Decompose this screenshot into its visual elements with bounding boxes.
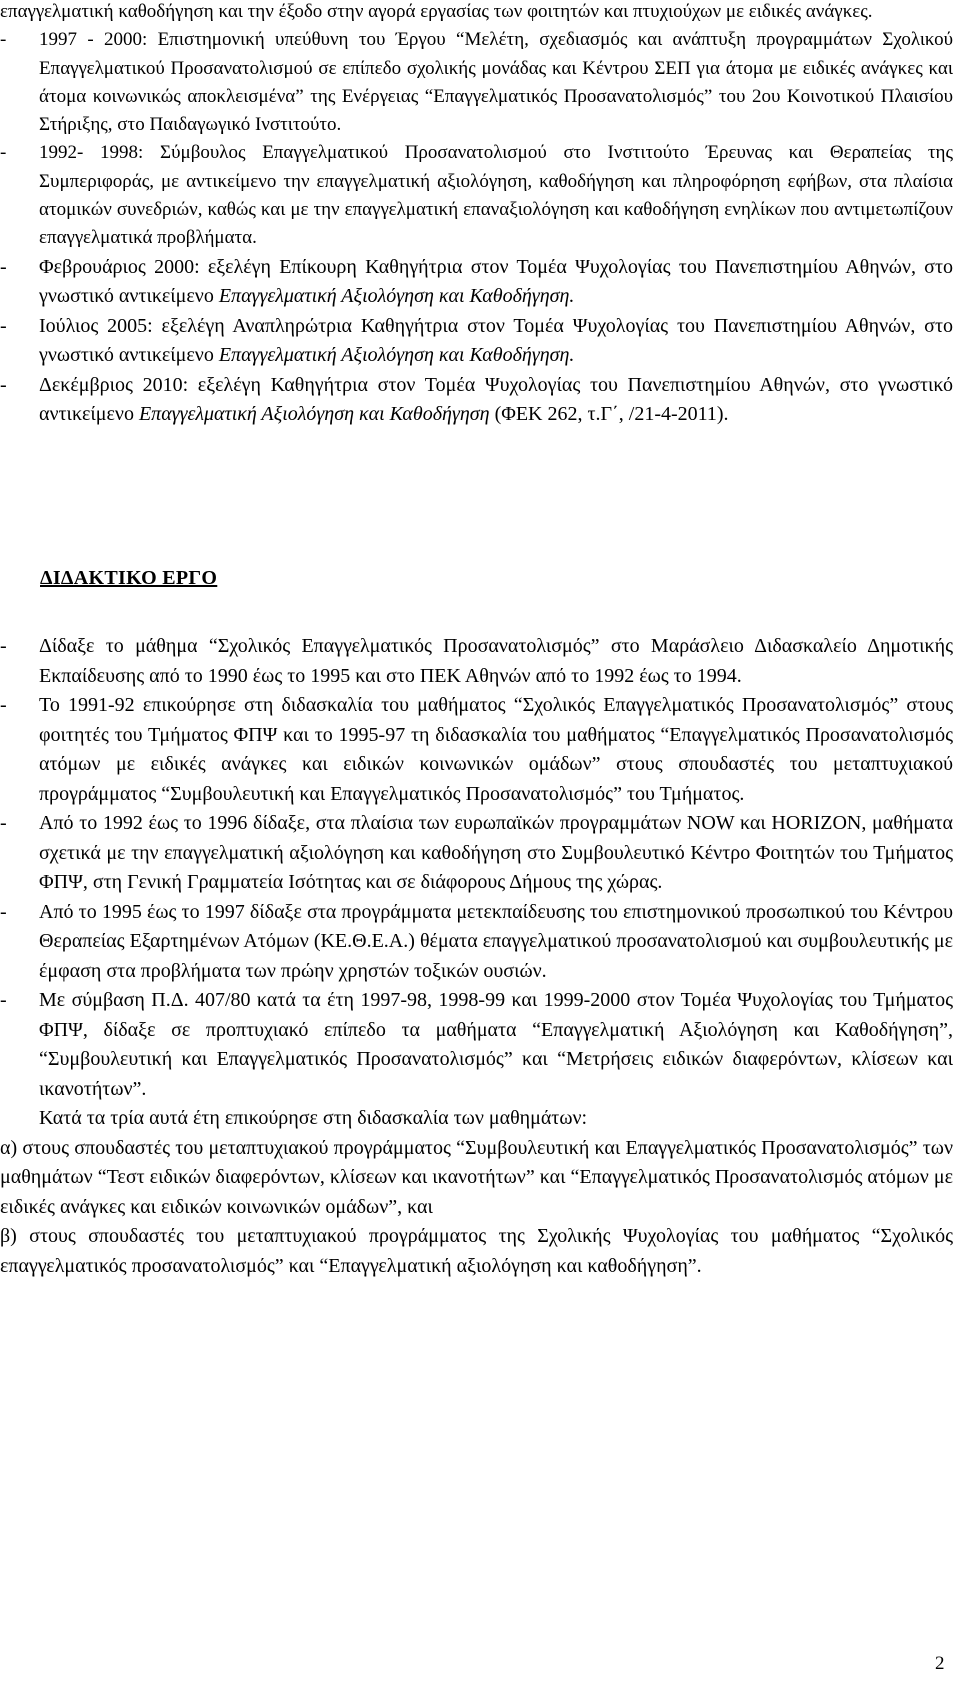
intro-paragraph: Κατά τα τρία αυτά έτη επικούρησε στη διδασκαλία των μαθημάτων:	[39, 1107, 588, 1129]
list-item-text: Με σύμβαση Π.Δ. 407/80 κατά τα έτη 1997-98, 1998-99 και 1999-2000 στον Τομέα Ψυχολογίας του Τμήματος ΦΠΨ, δίδαξε σε προπτυχιακό επίπεδο τα μαθήματα “Επαγγελματική Αξιολόγηση και Καθοδήγηση”, “Συμβουλευτική και Επαγγελματικός Προσανατολισμός” και “Μετρήσεις ειδικών διαφερόντων, κλίσεων και ικανοτήτων”.	[39, 989, 953, 1100]
list-item-text: Το 1991-92 επικούρησε στη διδασκαλία του μαθήματος “Σχολικός Επαγγελματικός Προσανατολισμός” στους φοιτητές του Τμήματος ΦΠΨ και το 1995-97 τη διδασκαλία του μαθήματος “Επαγγελματικός Προσανατολισμός ατόμων με ειδικές ανάγκες και ειδικών κοινωνικών ομάδων” στους σπουδαστές του μεταπτυχιακού προγράμματος “Συμβουλευτική και Επαγγελματικός Προσανατολισμός” του Τμήματος.	[39, 694, 953, 805]
list-item	[0, 898, 953, 987]
list-dash: -	[0, 989, 7, 1011]
list-item	[0, 312, 953, 371]
list-item	[0, 371, 953, 430]
teaching-section	[0, 632, 953, 1281]
list-dash: -	[0, 29, 7, 51]
section-heading: ΔΙΔΑΚΤΙΚΟ ΕΡΓΟ	[40, 567, 218, 589]
list-item-emphasis: Επαγγελματική Αξιολόγηση και Καθοδήγηση.	[218, 285, 575, 308]
list-item	[0, 139, 953, 252]
list-item-text: Από το 1995 έως το 1997 δίδαξε στα προγράμματα μετεκπαίδευσης του επιστημονικού προσωπικού του Κέντρου Θεραπείας Εξαρτημένων Ατόμων (ΚΕ.Θ.Ε.Α.) θέματα επαγγελματικού προσανατολισμού και συμβουλευτικής με έμφαση στα προβλήματα των πρώην χρηστών τοξικών ουσιών.	[39, 900, 953, 982]
list-item-emphasis: Επαγγελματική Αξιολόγηση και Καθοδήγηση	[138, 403, 490, 426]
list-dash: -	[0, 255, 7, 278]
list-item-text: Από το 1992 έως το 1996 δίδαξε, στα πλαίσια των ευρωπαϊκών προγραμμάτων NOW και HORIZON, μαθήματα σχετικά με την επαγγελματική αξιολόγηση και καθοδήγηση στο Συμβουλευτικό Κέντρο Φοιτητών του Τμήματος ΦΠΨ, στη Γενική Γραμματεία Ισότητας και σε διάφορους Δήμους της χώρας.	[39, 812, 953, 893]
list-item-emphasis: Επαγγελματική Αξιολόγηση και Καθοδήγηση.	[218, 344, 575, 367]
continued-text: επαγγελματική καθοδήγηση και την έξοδο στην αγορά εργασίας των φοιτητών και πτυχιούχων με ειδικές ανάγκες.	[0, 1, 873, 22]
list-dash: -	[0, 635, 7, 657]
page-number: 2	[935, 1653, 945, 1674]
career-section	[0, 0, 953, 430]
list-item-text: Ιούλιος 2005: εξελέγη Αναπληρώτρια Καθηγήτρια στον Τομέα Ψυχολογίας του Πανεπιστημίου Αθηνών, στο γνωστικό αντικείμενο	[39, 314, 953, 367]
list-dash: -	[0, 142, 7, 164]
list-item	[0, 632, 953, 691]
list-item	[0, 691, 953, 809]
list-dash: -	[0, 694, 7, 716]
list-item	[0, 809, 953, 898]
list-dash: -	[0, 812, 7, 834]
paragraph-a: α) στους σπουδαστές του μεταπτυχιακού προγράμματος “Συμβουλευτική και Επαγγελματικός Προσανατολισμός” των μαθημάτων “Τεστ ειδικών διαφερόντων, κλίσεων και ικανοτήτων” και “Επαγγελματικός Προσανατολισμός ατόμων με ειδικές ανάγκες και ειδικών κοινωνικών ομάδων”, και	[0, 1136, 953, 1218]
list-item-text: Δεκέμβριος 2010: εξελέγη Καθηγήτρια στον Τομέα Ψυχολογίας του Πανεπιστημίου Αθηνών, στο γνωστικό αντικείμενο	[39, 373, 953, 426]
list-item-text: Δίδαξε το μάθημα “Σχολικός Επαγγελματικός Προσανατολισμός” στο Μαράσλειο Διδασκαλείο Δημοτικής Εκπαίδευσης από το 1990 έως το 1995 και στο ΠΕΚ Αθηνών από το 1992 έως το 1994.	[39, 635, 953, 687]
list-item-text-tail: (ΦΕΚ 262, τ.Γ΄, /21-4-2011).	[489, 403, 729, 426]
list-item	[0, 986, 953, 1104]
list-item	[0, 26, 953, 139]
list-item-text: 1992- 1998: Σύμβουλος Επαγγελματικού Προσανατολισμού στο Ινστιτούτο Έρευνας και Θεραπείας της Συμπεριφοράς, με αντικείμενο την επαγγελματική αξιολόγηση, καθοδήγηση και πληροφόρηση εφήβων, στα πλαίσια ατομικών συνεδριών, καθώς και με την επαγγελματική επαναξιολόγηση και καθοδήγηση ενηλίκων που αντιμετωπίζουν επαγγελματικά προβλήματα.	[39, 142, 953, 249]
list-dash: -	[0, 373, 7, 396]
list-item	[0, 253, 953, 312]
paragraph-b: β) στους σπουδαστές του μεταπτυχιακού προγράμματος της Σχολικής Ψυχολογίας του μαθήματος “Σχολικός επαγγελματικός προσανατολισμός” και “Επαγγελματική αξιολόγηση και καθοδήγηση”.	[0, 1225, 953, 1277]
list-item-text: Φεβρουάριος 2000: εξελέγη Επίκουρη Καθηγήτρια στον Τομέα Ψυχολογίας του Πανεπιστημίου Αθηνών, στο γνωστικό αντικείμενο	[39, 255, 953, 308]
list-dash: -	[0, 314, 7, 337]
list-dash: -	[0, 900, 7, 923]
list-item-text: 1997 - 2000: Επιστημονική υπεύθυνη του Έργου “Μελέτη, σχεδιασμός και ανάπτυξη προγραμμάτων Σχολικού Επαγγελματικού Προσανατολισμού σε επίπεδο σχολικής μονάδας και Κέντρου ΣΕΠ για άτομα με ειδικές ανάγκες και άτομα κοινωνικώς αποκλεισμένα” της Ενέργειας “Επαγγελματικός Προσανατολισμός” του 2ου Κοινοτικού Πλαισίου Στήριξης, στο Παιδαγωγικό Ινστιτούτο.	[39, 29, 953, 136]
